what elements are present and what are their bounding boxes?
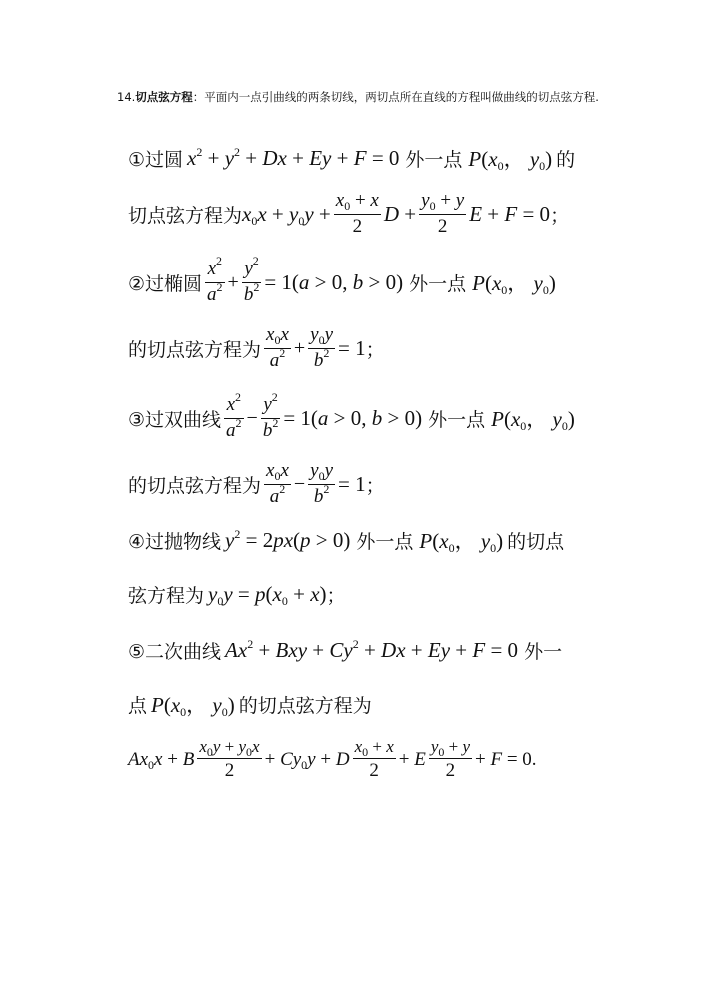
- item3-line1: ③过双曲线 $\frac{x^2}{a^2}$ − $\frac{y^2}{b^2}$ = 1(a > 0, b > 0) 外一点 $P(x_0$， $y_0$): [128, 389, 575, 441]
- intro-paragraph: [117, 88, 617, 107]
- item1-line2: 切点弦方程为 $x_0x + y_0y$ + $\frac{x_0 + x}{2}$ D + $\frac{y_0 + y}{2}$ E + F = 0 ；: [128, 189, 570, 237]
- item2-line2: 的切点弦方程为 $\frac{x_0x}{a^2}$ + $\frac{y_0y}{b^2}$ = 1 ；: [128, 323, 385, 371]
- item-number: 14.: [117, 90, 136, 104]
- item4-line2: 弦方程为 $y_0y = p(x_0 + x)$ ；: [128, 581, 346, 608]
- item5-line2: 点 $P(x_0$， $y_0$) 的切点弦方程为: [128, 693, 372, 719]
- item3-line2: 的切点弦方程为 $\frac{x_0x}{a^2}$ − $\frac{y_0y}{b^2}$ = 1 ；: [128, 459, 385, 507]
- definition: ：平面内一点引曲线的两条切线，两切点所在直线的方程叫做曲线的切点弦方程.: [192, 90, 599, 104]
- item5-line3: $Ax_0x + B$ $\frac{x_0y + y_0x}{2}$ + $Cy_0y + D$ $\frac{x_0 + x}{2}$ + E $\frac{y_0 + y}{2}$ + F = 0.: [128, 736, 537, 782]
- term: 切点弦方程: [135, 90, 193, 104]
- item5-line1: ⑤二次曲线 Ax$^2$ + Bxy + $Cy^2 + Dx + Ey + F = 0$ 外一: [128, 636, 563, 663]
- item1-line1: ①过圆 $x^2 + y^2 + Dx + Ey + F = 0$ 外一点 $P(x_0$， $y_0$) 的: [128, 144, 576, 173]
- item4-line1: ④过抛物线 $y^2 = 2px(p > 0)$ 外一点 $P(x_0$， $y_0$) 的切点: [128, 526, 565, 555]
- item2-line1: ②过椭圆 $\frac{x^2}{a^2}$ + $\frac{y^2}{b^2}$ = 1(a > 0, b > 0) 外一点 $P(x_0$， $y_0$): [128, 253, 556, 305]
